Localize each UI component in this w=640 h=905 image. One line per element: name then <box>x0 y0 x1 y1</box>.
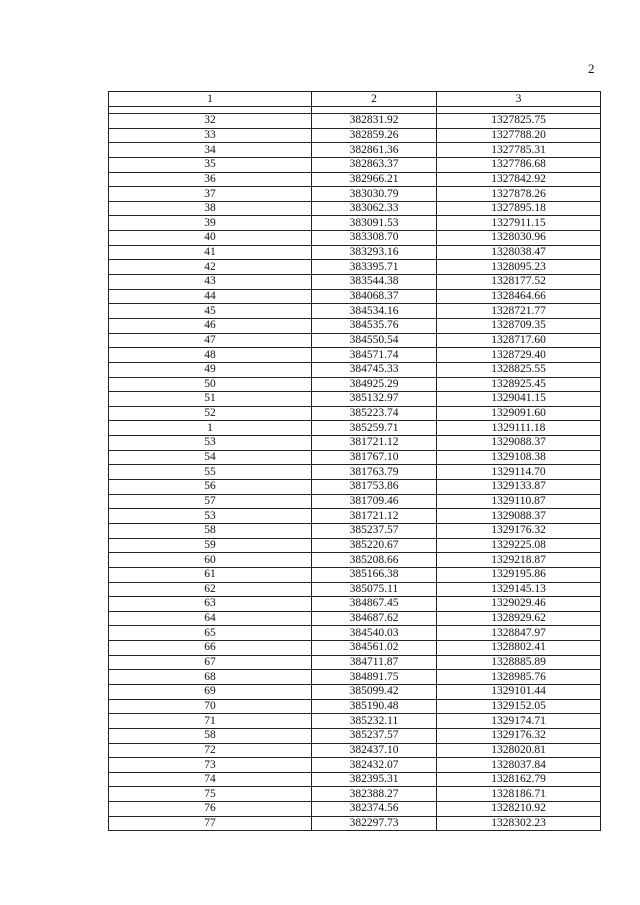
table-row <box>109 670 601 685</box>
table-row <box>109 406 601 421</box>
point-number-cell: 60 <box>109 553 312 568</box>
table-row <box>109 362 601 377</box>
point-number-cell: 34 <box>109 143 312 158</box>
point-number-cell: 50 <box>109 377 312 392</box>
point-number-cell: 61 <box>109 567 312 582</box>
point-number-cell: 43 <box>109 275 312 290</box>
x-coordinate-cell: 383062.33 <box>312 201 437 216</box>
x-coordinate-cell: 383308.70 <box>312 231 437 246</box>
point-number-cell: 56 <box>109 480 312 495</box>
table-row <box>109 392 601 407</box>
x-coordinate-cell: 383091.53 <box>312 216 437 231</box>
x-coordinate-cell: 384925.29 <box>312 377 437 392</box>
y-coordinate-cell: 1328985.76 <box>437 670 601 685</box>
table-row <box>109 494 601 509</box>
table-row <box>109 772 601 787</box>
x-coordinate-cell: 384540.03 <box>312 626 437 641</box>
table-row <box>109 787 601 802</box>
point-number-cell: 76 <box>109 802 312 817</box>
point-number-cell: 53 <box>109 509 312 524</box>
table-row <box>109 216 601 231</box>
y-coordinate-cell: 1329088.37 <box>437 509 601 524</box>
point-number-cell: 68 <box>109 670 312 685</box>
y-coordinate-cell: 1329088.37 <box>437 436 601 451</box>
point-number-cell: 52 <box>109 406 312 421</box>
table-row <box>109 597 601 612</box>
x-coordinate-cell: 384535.76 <box>312 318 437 333</box>
coordinates-table <box>108 91 601 831</box>
y-coordinate-cell: 1329114.70 <box>437 465 601 480</box>
table-row <box>109 728 601 743</box>
x-coordinate-cell: 383544.38 <box>312 275 437 290</box>
point-number-cell: 44 <box>109 289 312 304</box>
y-coordinate-cell: 1329091.60 <box>437 406 601 421</box>
y-coordinate-cell: 1329176.32 <box>437 728 601 743</box>
point-number-cell: 42 <box>109 260 312 275</box>
point-number-cell: 32 <box>109 114 312 129</box>
table-row <box>109 816 601 831</box>
x-coordinate-cell: 385132.97 <box>312 392 437 407</box>
point-number-cell: 35 <box>109 157 312 172</box>
x-coordinate-cell: 382861.36 <box>312 143 437 158</box>
y-coordinate-cell: 1329218.87 <box>437 553 601 568</box>
x-coordinate-cell: 381753.86 <box>312 480 437 495</box>
x-coordinate-cell: 385232.11 <box>312 714 437 729</box>
y-coordinate-cell: 1327786.68 <box>437 157 601 172</box>
table-row <box>109 289 601 304</box>
x-coordinate-cell: 382432.07 <box>312 758 437 773</box>
x-coordinate-cell: 382437.10 <box>312 743 437 758</box>
table-row <box>109 377 601 392</box>
spacer-row <box>109 107 601 114</box>
table-row <box>109 802 601 817</box>
point-number-cell: 74 <box>109 772 312 787</box>
point-number-cell: 77 <box>109 816 312 831</box>
y-coordinate-cell: 1327825.75 <box>437 114 601 129</box>
table-row <box>109 348 601 363</box>
x-coordinate-cell: 384561.02 <box>312 641 437 656</box>
table-row <box>109 699 601 714</box>
table-row <box>109 245 601 260</box>
point-number-cell: 47 <box>109 333 312 348</box>
table-row <box>109 611 601 626</box>
y-coordinate-cell: 1328464.66 <box>437 289 601 304</box>
y-coordinate-cell: 1328210.92 <box>437 802 601 817</box>
point-number-cell: 41 <box>109 245 312 260</box>
table-row <box>109 318 601 333</box>
table-row <box>109 201 601 216</box>
x-coordinate-cell: 385223.74 <box>312 406 437 421</box>
table-row <box>109 626 601 641</box>
y-coordinate-cell: 1329041.15 <box>437 392 601 407</box>
x-coordinate-cell: 385208.66 <box>312 553 437 568</box>
point-number-cell: 63 <box>109 597 312 612</box>
point-number-cell: 59 <box>109 538 312 553</box>
x-coordinate-cell: 383293.16 <box>312 245 437 260</box>
point-number-cell: 64 <box>109 611 312 626</box>
x-coordinate-cell: 385190.48 <box>312 699 437 714</box>
point-number-cell: 62 <box>109 582 312 597</box>
y-coordinate-cell: 1328717.60 <box>437 333 601 348</box>
page-number: 2 <box>588 61 595 76</box>
y-coordinate-cell: 1329101.44 <box>437 684 601 699</box>
table-row <box>109 684 601 699</box>
table-row <box>109 172 601 187</box>
table-row <box>109 157 601 172</box>
x-coordinate-cell: 385166.38 <box>312 567 437 582</box>
y-coordinate-cell: 1328020.81 <box>437 743 601 758</box>
point-number-cell: 40 <box>109 231 312 246</box>
table-row <box>109 758 601 773</box>
table-row <box>109 567 601 582</box>
y-coordinate-cell: 1329195.86 <box>437 567 601 582</box>
point-number-cell: 51 <box>109 392 312 407</box>
point-number-cell: 71 <box>109 714 312 729</box>
column-header-3: 3 <box>437 92 601 107</box>
table-row <box>109 641 601 656</box>
table-row <box>109 538 601 553</box>
x-coordinate-cell: 384550.54 <box>312 333 437 348</box>
x-coordinate-cell: 383030.79 <box>312 187 437 202</box>
table-row <box>109 421 601 436</box>
column-header-2: 2 <box>312 92 437 107</box>
point-number-cell: 55 <box>109 465 312 480</box>
point-number-cell: 70 <box>109 699 312 714</box>
table-row <box>109 465 601 480</box>
table-header-row <box>109 92 601 107</box>
x-coordinate-cell: 385237.57 <box>312 728 437 743</box>
table-row <box>109 553 601 568</box>
y-coordinate-cell: 1328030.96 <box>437 231 601 246</box>
y-coordinate-cell: 1327878.26 <box>437 187 601 202</box>
table-row <box>109 333 601 348</box>
table-body <box>109 107 601 831</box>
point-number-cell: 58 <box>109 728 312 743</box>
point-number-cell: 67 <box>109 655 312 670</box>
y-coordinate-cell: 1328038.47 <box>437 245 601 260</box>
x-coordinate-cell: 382395.31 <box>312 772 437 787</box>
table-row <box>109 260 601 275</box>
y-coordinate-cell: 1327788.20 <box>437 128 601 143</box>
point-number-cell: 53 <box>109 436 312 451</box>
y-coordinate-cell: 1329174.71 <box>437 714 601 729</box>
y-coordinate-cell: 1328709.35 <box>437 318 601 333</box>
y-coordinate-cell: 1328302.23 <box>437 816 601 831</box>
y-coordinate-cell: 1329133.87 <box>437 480 601 495</box>
y-coordinate-cell: 1329108.38 <box>437 450 601 465</box>
x-coordinate-cell: 382859.26 <box>312 128 437 143</box>
point-number-cell: 37 <box>109 187 312 202</box>
y-coordinate-cell: 1328729.40 <box>437 348 601 363</box>
point-number-cell: 54 <box>109 450 312 465</box>
point-number-cell: 49 <box>109 362 312 377</box>
x-coordinate-cell: 382374.56 <box>312 802 437 817</box>
y-coordinate-cell: 1328929.62 <box>437 611 601 626</box>
table-row <box>109 480 601 495</box>
point-number-cell: 69 <box>109 684 312 699</box>
x-coordinate-cell: 382388.27 <box>312 787 437 802</box>
x-coordinate-cell: 381709.46 <box>312 494 437 509</box>
point-number-cell: 45 <box>109 304 312 319</box>
table-row <box>109 509 601 524</box>
y-coordinate-cell: 1328162.79 <box>437 772 601 787</box>
x-coordinate-cell: 381721.12 <box>312 509 437 524</box>
table-row <box>109 743 601 758</box>
y-coordinate-cell: 1329145.13 <box>437 582 601 597</box>
y-coordinate-cell: 1328186.71 <box>437 787 601 802</box>
x-coordinate-cell: 382966.21 <box>312 172 437 187</box>
x-coordinate-cell: 385099.42 <box>312 684 437 699</box>
x-coordinate-cell: 384745.33 <box>312 362 437 377</box>
x-coordinate-cell: 384711.87 <box>312 655 437 670</box>
y-coordinate-cell: 1327842.92 <box>437 172 601 187</box>
x-coordinate-cell: 383395.71 <box>312 260 437 275</box>
point-number-cell: 66 <box>109 641 312 656</box>
y-coordinate-cell: 1328825.55 <box>437 362 601 377</box>
x-coordinate-cell: 385259.71 <box>312 421 437 436</box>
point-number-cell: 72 <box>109 743 312 758</box>
point-number-cell: 38 <box>109 201 312 216</box>
point-number-cell: 46 <box>109 318 312 333</box>
table-row <box>109 523 601 538</box>
point-number-cell: 58 <box>109 523 312 538</box>
table-row <box>109 714 601 729</box>
y-coordinate-cell: 1328095.23 <box>437 260 601 275</box>
point-number-cell: 33 <box>109 128 312 143</box>
table-row <box>109 231 601 246</box>
point-number-cell: 1 <box>109 421 312 436</box>
x-coordinate-cell: 385075.11 <box>312 582 437 597</box>
x-coordinate-cell: 382831.92 <box>312 114 437 129</box>
point-number-cell: 75 <box>109 787 312 802</box>
x-coordinate-cell: 384687.62 <box>312 611 437 626</box>
y-coordinate-cell: 1327895.18 <box>437 201 601 216</box>
x-coordinate-cell: 384068.37 <box>312 289 437 304</box>
point-number-cell: 39 <box>109 216 312 231</box>
x-coordinate-cell: 385237.57 <box>312 523 437 538</box>
x-coordinate-cell: 381763.79 <box>312 465 437 480</box>
y-coordinate-cell: 1327785.31 <box>437 143 601 158</box>
point-number-cell: 48 <box>109 348 312 363</box>
table-row <box>109 582 601 597</box>
y-coordinate-cell: 1327911.15 <box>437 216 601 231</box>
column-header-1: 1 <box>109 92 312 107</box>
x-coordinate-cell: 384571.74 <box>312 348 437 363</box>
table-row <box>109 275 601 290</box>
y-coordinate-cell: 1329152.05 <box>437 699 601 714</box>
table-row <box>109 304 601 319</box>
x-coordinate-cell: 382863.37 <box>312 157 437 172</box>
x-coordinate-cell: 381721.12 <box>312 436 437 451</box>
table-row <box>109 436 601 451</box>
y-coordinate-cell: 1328721.77 <box>437 304 601 319</box>
table-row <box>109 114 601 129</box>
x-coordinate-cell: 384891.75 <box>312 670 437 685</box>
y-coordinate-cell: 1328885.89 <box>437 655 601 670</box>
x-coordinate-cell: 384867.45 <box>312 597 437 612</box>
y-coordinate-cell: 1328177.52 <box>437 275 601 290</box>
y-coordinate-cell: 1329029.46 <box>437 597 601 612</box>
table-row <box>109 655 601 670</box>
point-number-cell: 36 <box>109 172 312 187</box>
y-coordinate-cell: 1328847.97 <box>437 626 601 641</box>
table-row <box>109 187 601 202</box>
x-coordinate-cell: 381767.10 <box>312 450 437 465</box>
point-number-cell: 65 <box>109 626 312 641</box>
y-coordinate-cell: 1329176.32 <box>437 523 601 538</box>
y-coordinate-cell: 1328925.45 <box>437 377 601 392</box>
point-number-cell: 57 <box>109 494 312 509</box>
y-coordinate-cell: 1328802.41 <box>437 641 601 656</box>
y-coordinate-cell: 1329111.18 <box>437 421 601 436</box>
y-coordinate-cell: 1329110.87 <box>437 494 601 509</box>
table-row <box>109 128 601 143</box>
x-coordinate-cell: 384534.16 <box>312 304 437 319</box>
y-coordinate-cell: 1328037.84 <box>437 758 601 773</box>
x-coordinate-cell: 382297.73 <box>312 816 437 831</box>
point-number-cell: 73 <box>109 758 312 773</box>
table-row <box>109 143 601 158</box>
table-row <box>109 450 601 465</box>
x-coordinate-cell: 385220.67 <box>312 538 437 553</box>
y-coordinate-cell: 1329225.08 <box>437 538 601 553</box>
